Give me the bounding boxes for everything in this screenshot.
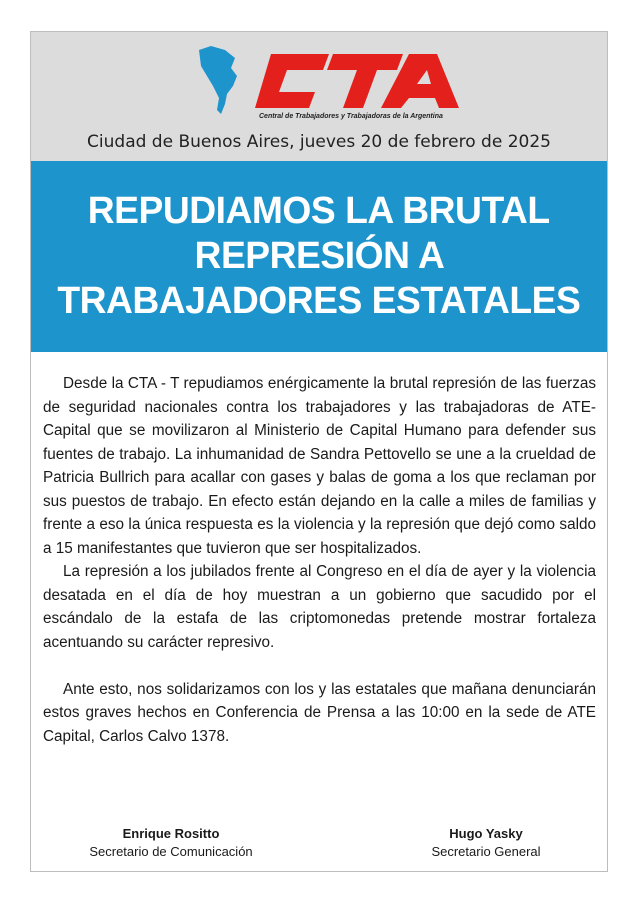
body-text <box>43 372 596 748</box>
signer-role: Secretario General <box>431 844 541 859</box>
headline-line: REPUDIAMOS LA BRUTAL <box>88 190 550 232</box>
south-america-map-icon <box>199 46 237 114</box>
signer-name: Enrique Rositto <box>122 826 220 841</box>
paragraph: Desde la CTA - T repudiamos enérgicamente la brutal represión de las fuerzas de seguridad nacionales contra los trabajadores y las trabajadoras de ATE-Capital que se movilizaron al Ministerio de Capital Humano para defender sus fuentes de trabajo. La inhumanidad de Sandra Pettovello se une a la crueldad de Patricia Bullrich para acallar con gases y balas de goma a los que reclaman por sus puestos de trabajo. En efecto están dejando en la calle a miles de familias y frente a eso la única respuesta es la violencia y la represión que dejó como saldo a 15 manifestantes que tuvieron que ser hospitalizados. <box>43 375 596 557</box>
logo-tagline: Central de Trabajadores y Trabajadoras de la Argentina <box>259 113 443 120</box>
headline-line: TRABAJADORES ESTATALES <box>57 280 581 322</box>
cta-logo <box>191 40 476 120</box>
header-band <box>31 32 607 161</box>
headline-band <box>31 161 607 352</box>
signature-right <box>416 825 556 861</box>
signer-role: Secretario de Comunicación <box>89 844 253 859</box>
signature-left <box>81 825 261 861</box>
paragraph: La represión a los jubilados frente al Congreso en el día de ayer y la violencia desatada en el día de hoy muestran a un gobierno que sacudido por el escándalo de la estafa de las criptomonedas pretende mostrar fortaleza acentuando su carácter represivo. <box>43 563 596 651</box>
headline-line: REPRESIÓN A <box>194 235 444 277</box>
paragraph: Ante esto, nos solidarizamos con los y las estatales que mañana denunciarán estos graves hechos en Conferencia de Prensa a las 10:00 en la sede de ATE Capital, Carlos Calvo 1378. <box>43 680 596 745</box>
signer-name: Hugo Yasky <box>449 826 523 841</box>
press-release-page <box>30 31 608 872</box>
dateline: Ciudad de Buenos Aires, jueves 20 de febrero de 2025 <box>87 132 551 152</box>
cta-wordmark <box>255 54 459 108</box>
